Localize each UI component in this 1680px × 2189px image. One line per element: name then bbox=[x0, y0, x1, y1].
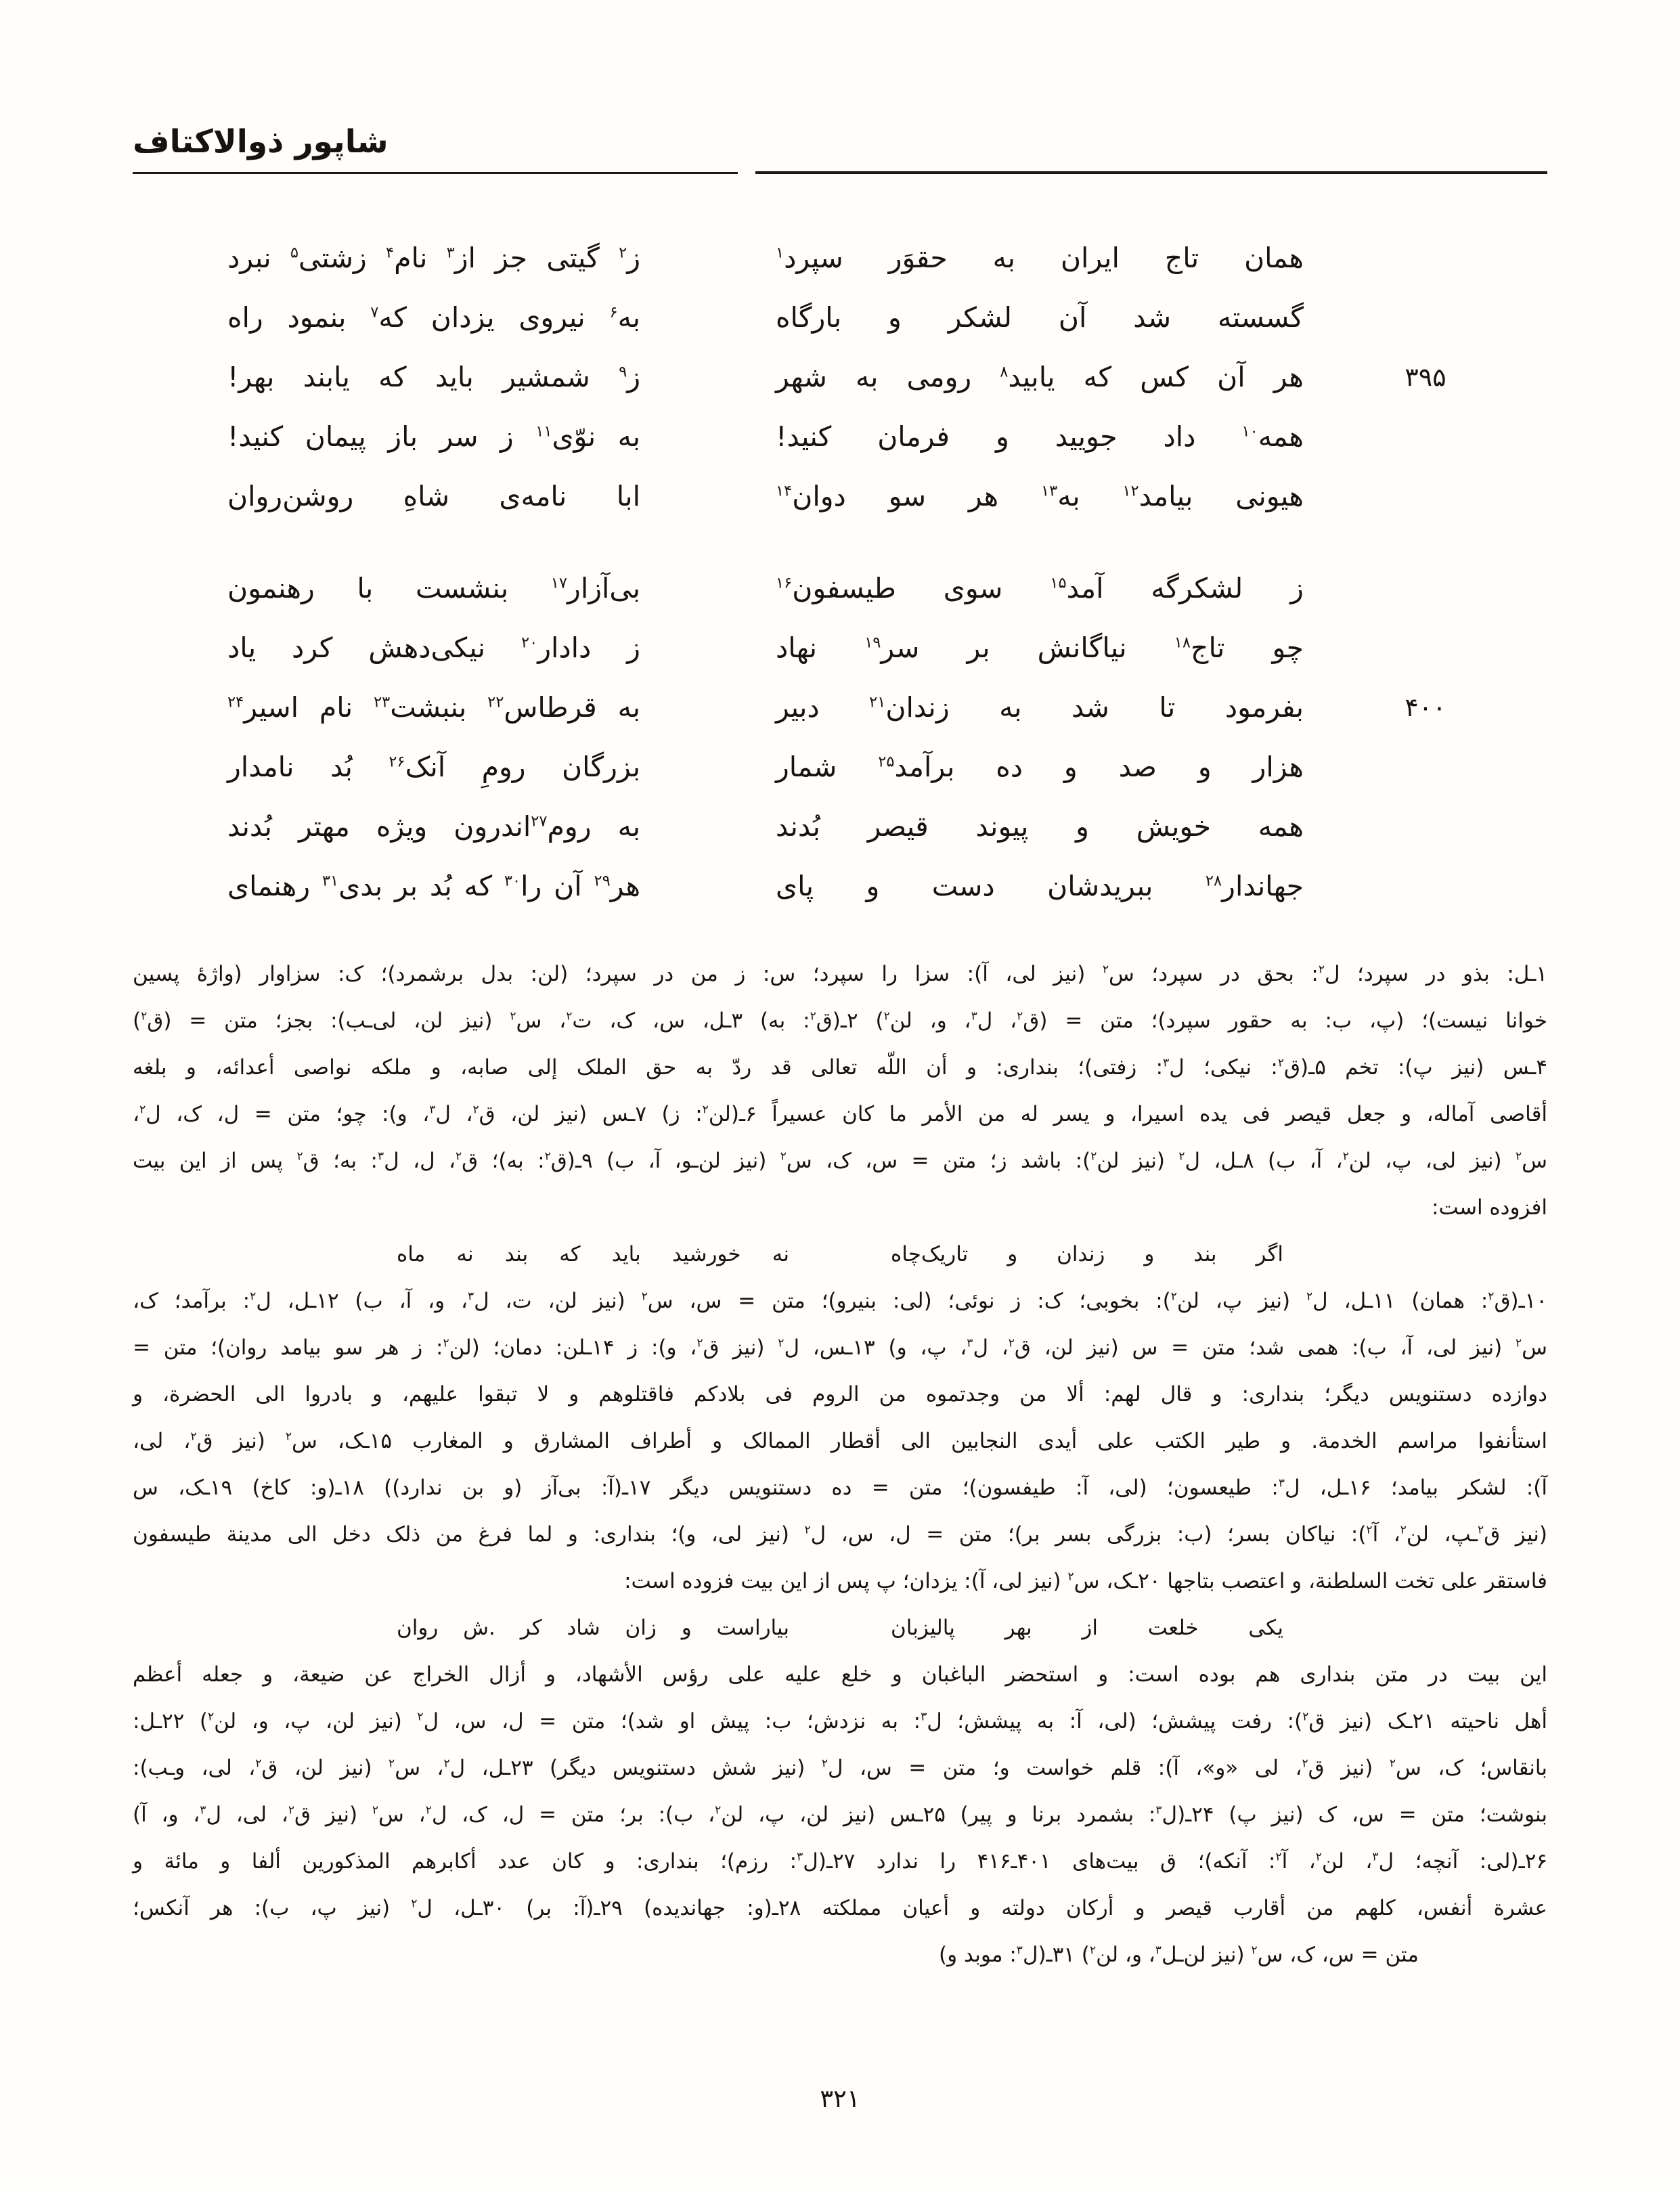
critical-apparatus bbox=[133, 951, 1547, 1978]
verse-row bbox=[133, 856, 1547, 916]
verse-number-400: ۴۰۰ bbox=[1405, 692, 1446, 722]
apparatus-line: ۱۰ـ(ق$^۲$: همان) ۱۱ـل، ل$^۲$ (نیز پ، لن$^۲$): بخوبی؛ ک: ز نوئی؛ (لی: بنیرو)؛ متن = س، س$^۲$ (نیز لن، ت، ل$^۳$، و، آ، ب) ۱۲ـل، ل$^۲$: برآمد؛ ک، bbox=[133, 1289, 1547, 1313]
hemistich-2: ابا نامه‌ی شاهِ روشن‌روان bbox=[227, 480, 640, 512]
verse-block-1 bbox=[133, 228, 1547, 526]
hemistich-2: بی‌آزار$^{۱۷}$ بنشست با رهنمون bbox=[227, 572, 640, 604]
hemistich-2: ز$^۹$ شمشیر باید که یابند بهر! bbox=[227, 361, 640, 393]
apparatus-line: بانقاس؛ ک، س$^۲$ (نیز ق$^۲$، لی «و»، آ): قلم خواست و؛ متن = س، ل$^۲$ (نیز شش دستنویس دیگر) ۲۳ـل، ل$^۲$، س$^۲$ (نیز لن، ق$^۲$، لی، وـب): bbox=[133, 1756, 1547, 1780]
apparatus-line: س$^۲$ (نیز لی، پ، لن$^۲$، آ، ب) ۸ـل، ل$^۲$ (نیز لن$^۲$): باشد ز؛ متن = س، ک، س$^۲$ (نیز لن‌ـو، آ، ب) ۹ـ(ق$^۲$: به)؛ ق$^۲$، ل، ل$^۳$: به؛ ق$^۲$ پس از این بیت bbox=[133, 1149, 1547, 1173]
hemistich-2: به$^۶$ نیروی یزدان که$^۷$ بنمود راه bbox=[227, 301, 640, 334]
hemistich-1: هر آن کس که یابید$^۸$ رومی به شهر bbox=[776, 361, 1304, 393]
apparatus-line: عشرة أنفس، کلهم من أقارب قیصر و أرکان دولته و أعیان مملکته ۲۸ـ(و: جهاندیده) ۲۹ـ(آ: بر) ۳۰ـل، ل$^۲$ (نیز پ، ب): هر آنکس؛ bbox=[133, 1896, 1547, 1920]
apparatus-line: آ): لشکر بیامد؛ ۱۶ـل، ل$^۳$: طیعسون؛ (لی، آ: طیفسون)؛ متن = ده دستنویس دیگر ۱۷ـ(آ: بی‌آز (و بن ندارد)) ۱۸ـ(و: کاخ) ۱۹ـک، س bbox=[133, 1476, 1547, 1500]
verse-row bbox=[133, 407, 1547, 466]
verse-row bbox=[133, 288, 1547, 347]
apparatus-line: افزوده است: bbox=[1432, 1195, 1547, 1220]
hemistich-1: بفرمود تا شد به زندان$^{۲۱}$ دبیر bbox=[776, 691, 1304, 724]
apparatus-line: ۴ـس (نیز پ): تخم ۵ـ(ق$^۲$: نیکی؛ ل$^۳$: زفتی)؛ بنداری: و أن اللّه تعالی قد ردّ به حق الملک إلی صابه، و ملکه نواصی أعدائه، و بلغه bbox=[133, 1055, 1547, 1080]
verse-row bbox=[133, 466, 1547, 526]
verse-block-2 bbox=[133, 558, 1547, 916]
apparatus-line: أقاصی آماله، و جعل قیصر فی یده اسیرا، و یسر له من الأمر ما کان عسیراً ۶ـ(لن$^۲$: ز) ۷ـس (نیز لن، ق$^۲$، ل$^۳$، و): چو؛ متن = ل، ک، ل$^۲$، bbox=[133, 1102, 1548, 1126]
apparatus-line: خوانا نیست)؛ (پ، ب: به حقور سپرد)؛ متن = (ق$^۲$، ل$^۳$، و، لن$^۲$) ۲ـ(ق$^۲$: به) ۳ـل، س، ک، ت$^۲$، س$^۲$ (نیز لن، لی‌ـب): بجز؛ متن = (ق$^۲$) bbox=[133, 1009, 1547, 1033]
hemistich-2: بزرگان رومِ آنک$^{۲۶}$ بُد نامدار bbox=[227, 751, 640, 783]
apparatus-line: أهل ناحیته ۲۱ـک (نیز ق$^۲$): رفت پیشش؛ (لی، آ: به پیشش؛ ل$^۳$: به نزدش؛ ب: پیش او شد)؛ متن = ل، س، ل$^۲$ (نیز لن، پ، و، لن$^۲$) ۲۲ـل: bbox=[133, 1709, 1547, 1733]
hemistich-2: ز دادار$^{۲۰}$ نیکی‌دهش کرد یاد bbox=[227, 632, 640, 664]
hemistich-2: به قرطاس$^{۲۲}$ بنبشت$^{۲۳}$ نام اسیر$^{۲۴}$ bbox=[227, 691, 640, 724]
verse-row bbox=[133, 558, 1547, 618]
footnote-verse-hemistich-1: اگر بند و زندان و تاریک‌چاه bbox=[891, 1242, 1283, 1266]
verse-row bbox=[133, 228, 1547, 288]
hemistich-1: هزار و صد و ده برآمد$^{۲۵}$ شمار bbox=[776, 751, 1304, 783]
verse-row bbox=[133, 347, 1547, 407]
hemistich-1: ز لشکرگه آمد$^{۱۵}$ سوی طیسفون$^{۱۶}$ bbox=[776, 572, 1304, 604]
verse-row bbox=[133, 678, 1547, 737]
verse-row bbox=[133, 797, 1547, 856]
hemistich-2: هر$^{۲۹}$ آن را$^{۳۰}$ که بُد بر بدی$^{۳۱}$ رهنمای bbox=[227, 870, 640, 902]
header-rule-left-segment bbox=[133, 172, 738, 174]
running-head-title: شاپور ذوالاکتاف bbox=[133, 123, 389, 160]
footnote-verse-hemistich-2: نه خورشید باید که بند نه ماه bbox=[397, 1242, 789, 1266]
hemistich-1: هیونی بیامد$^{۱۲}$ به$^{۱۳}$ هر سو دوان$^{۱۴}$ bbox=[776, 480, 1304, 512]
hemistich-2: ز$^۲$ گیتی جز از$^۳$ نام$^۴$ زشتی$^۵$ نبرد bbox=[227, 242, 640, 274]
apparatus-line: ۱ـل: بذو در سپرد؛ ل$^۲$: بحق در سپرد؛ س$^۲$ (نیز لی، آ): سزا را سپرد؛ س: ز من در سپرد؛ (لن: بدل برشمرد)؛ ک: سزاوار (واژهٔ پسین bbox=[133, 962, 1548, 986]
hemistich-1: جهاندار$^{۲۸}$ ببریدشان دست و پای bbox=[776, 870, 1304, 902]
apparatus-line: دوازده دستنویس دیگر؛ بنداری: و قال لهم: ألا من وجدتموه من الروم فی بلادکم فاقتلوهم و لا تبقوا علیهم، و بادروا الی الحضرة، و bbox=[133, 1382, 1547, 1407]
apparatus-line: این بیت در متن بنداری هم بوده است: و استحضر الباغبان و خلع علیه علی رؤس الأشهاد، و أزال الخراج عن ضیعة، و جعله أعظم bbox=[133, 1662, 1547, 1687]
apparatus-line: س$^۲$ (نیز لی، آ، ب): همی شد؛ متن = س (نیز لن، ق$^۲$، ل$^۳$، پ، و) ۱۳ـس، ل$^۲$ (نیز ق$^۲$، و): ز ۱۴ـلن: دمان؛ (لن$^۲$: ز هر سو بیامد روان)؛ متن = bbox=[133, 1335, 1547, 1360]
verse-row bbox=[133, 737, 1547, 797]
header-rule bbox=[133, 171, 1547, 174]
verse-number-395: ۳۹۵ bbox=[1405, 362, 1446, 392]
hemistich-1: همه خویش و پیوند قیصر بُدند bbox=[776, 810, 1304, 843]
hemistich-1: چو تاج$^{۱۸}$ نیاگانش بر سر$^{۱۹}$ نهاد bbox=[776, 632, 1304, 664]
apparatus-line: (نیز ق$^۲$ـپ، لن$^۲$، آ$^۲$): نیاکان بسر؛ (ب: بزرگی بسر بر)؛ متن = ل، س، ل$^۲$ (نیز لی، و)؛ بنداری: و لما فرغ من ذلک دخل الی مدینة طیسفون bbox=[133, 1522, 1547, 1547]
hemistich-1: گسسته شد آن لشکر و بارگاه bbox=[776, 301, 1304, 334]
apparatus-line: فاستقر علی تخت السلطنة، و اعتصب بتاجها ۲۰ـک، س$^۲$ (نیز لی، آ): یزدان؛ پ پس از این بیت فزوده است: bbox=[624, 1569, 1547, 1593]
hemistich-2: به نوّی$^{۱۱}$ ز سر باز پیمان کنید! bbox=[227, 420, 640, 453]
apparatus-line: بنوشت؛ متن = س، ک (نیز پ) ۲۴ـ(ل$^۳$: بشمرد برنا و پیر) ۲۵ـس (نیز لن، پ، لن$^۲$، ب): بر؛ متن = ل، ک، ل$^۲$، س$^۲$ (نیز ق$^۲$، لی، ل$^۳$، و، آ) bbox=[133, 1803, 1548, 1827]
footnote-verse-a bbox=[133, 1231, 1547, 1278]
apparatus-line: استأنفوا مراسم الخدمة. و طیر الکتب علی أیدی النجابین الی أقطار الممالک و أطراف المشارق و المغارب ۱۵ـک، س$^۲$ (نیز ق$^۲$، لی، bbox=[133, 1429, 1547, 1453]
footnote-verse-hemistich-1: یکی خلعت از بهر پالیزبان bbox=[891, 1616, 1283, 1640]
verse-row bbox=[133, 618, 1547, 678]
apparatus-line: ۲۶ـ(لی: آنچه؛ ل$^۳$، لن$^۲$، آ$^۲$: آنکه)؛ ق بیت‌های ۴۰۱ـ۴۱۶ را ندارد ۲۷ـ(ل$^۳$: رزم)؛ بنداری: و کان عدد أکابرهم المذکورین ألفا و مائة و bbox=[133, 1849, 1547, 1874]
page-number: ۳۲۱ bbox=[820, 2084, 860, 2113]
verse-section bbox=[133, 228, 1547, 916]
footnote-verse-hemistich-2: بیاراست و زان شاد کر .ش روان bbox=[397, 1616, 789, 1640]
header-rule-right-segment bbox=[755, 171, 1547, 174]
hemistich-1: همه$^{۱۰}$ داد جویید و فرمان کنید! bbox=[776, 420, 1304, 453]
footnote-verse-b bbox=[133, 1605, 1547, 1652]
apparatus-last-line: متن = س، ک، س$^۲$ (نیز لن‌ـل$^۳$، و، لن$^۲$) ۳۱ـ(ل$^۳$: موبد و) bbox=[939, 1943, 1419, 1967]
hemistich-1: همان تاج ایران به حقوَر سپرد$^۱$ bbox=[776, 242, 1304, 274]
hemistich-2: به روم$^{۲۷}$اندرون ویژه مهتر بُدند bbox=[227, 810, 640, 843]
